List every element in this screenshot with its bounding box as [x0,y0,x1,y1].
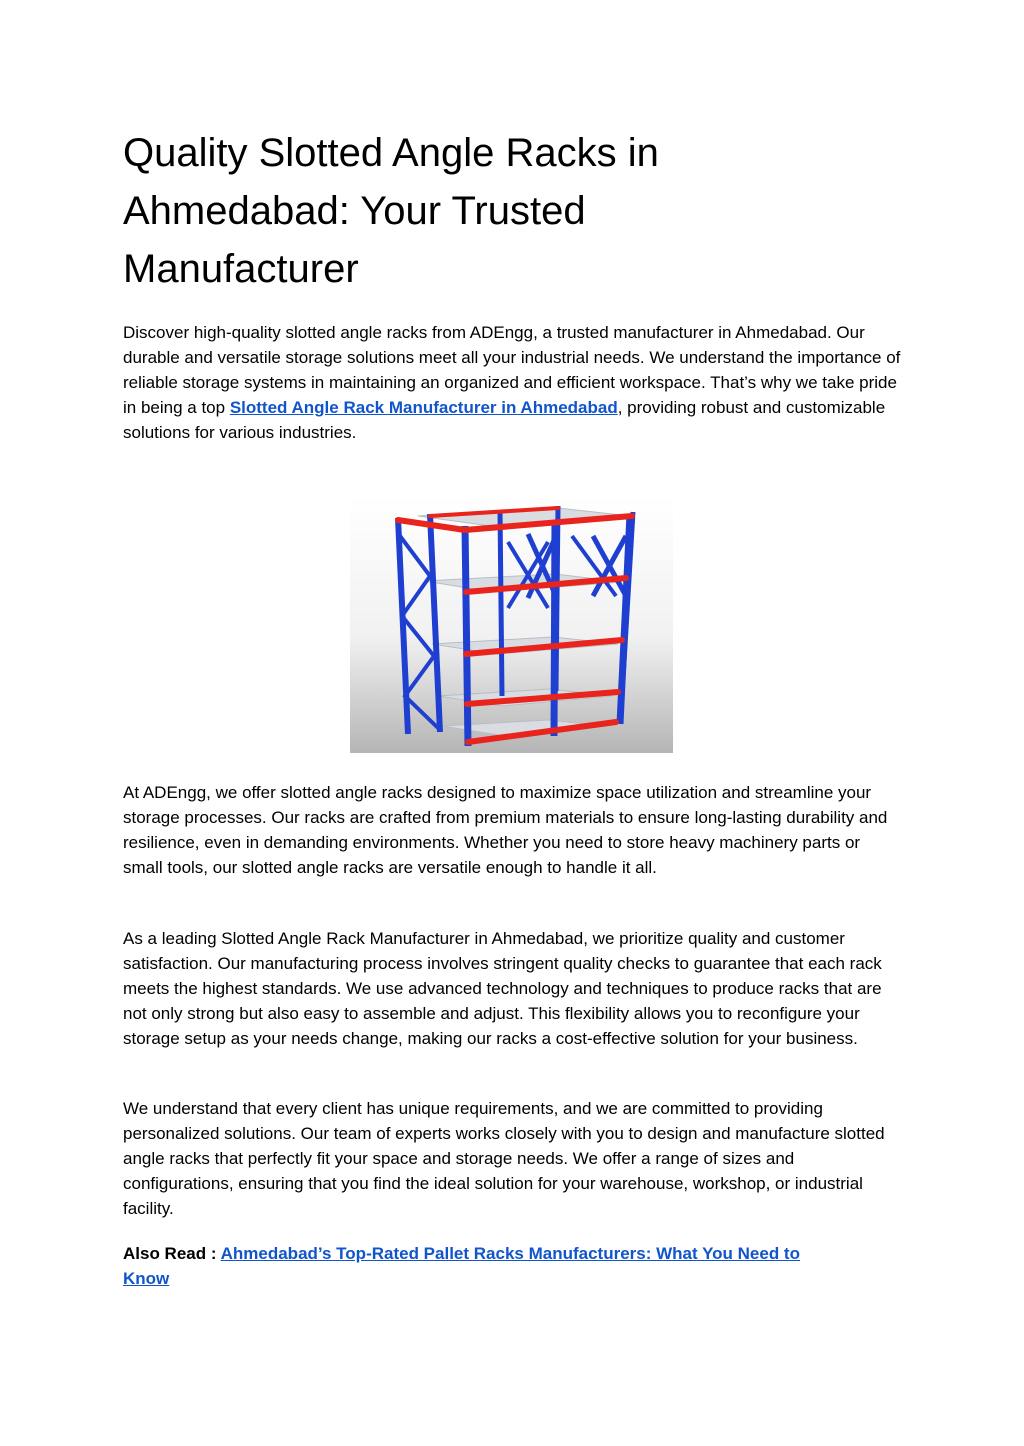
intro-text-after-link: , providing robust and customizable solutions for various industries. [123,398,886,442]
front-upright-left [465,526,468,746]
body-paragraph-4: We understand that every client has unique requirements, and we are committed to providing personalized solutions. Our team of experts works closely with you to design and manufacture slotted angle racks that perfectly fit your space and storage needs. We offer a range of sizes and configurations, ensuring that you find the ideal solution for your warehouse, workshop, or industrial facility. [123,1099,885,1218]
intro-paragraph [123,320,903,445]
also-read-paragraph [123,1241,823,1291]
front-upright-middle [554,520,555,736]
slotted-angle-rack-manufacturer-link[interactable]: Slotted Angle Rack Manufacturer in Ahmedabad [229,398,618,417]
also-read-link[interactable]: Ahmedabad’s Top-Rated Pallet Racks Manufacturers: What You Need to Know [123,1244,800,1288]
also-read-label: Also Read : [123,1244,221,1263]
rack-illustration [350,496,673,753]
body-paragraph-3: As a leading Slotted Angle Rack Manufacturer in Ahmedabad, we prioritize quality and customer satisfaction. Our manufacturing process involves stringent quality checks to guarantee that each rack meets the highest standards. We use advanced technology and techniques to produce racks that are not only strong but also easy to assemble and adjust. This flexibility allows you to reconfigure your storage setup as your needs change, making our racks a cost-effective solution for your business. [123,929,882,1048]
back-upright-middle [500,510,502,696]
page-title: Quality Slotted Angle Racks in Ahmedabad: Your Trusted Manufacturer [123,131,659,291]
intro-text-before-link: Discover high-quality slotted angle racks from ADEngg, a trusted manufacturer in Ahmedabad. Our durable and versatile storage solutions meet all your industrial needs. We understand the importance of reliable storage systems in maintaining an organized and efficient workspace. That’s why we take pride in being a top [123,323,901,417]
body-paragraph-2: At ADEngg, we offer slotted angle racks designed to maximize space utilization and streamline your storage processes. Our racks are crafted from premium materials to ensure long-lasting durability and resilience, even in demanding environments. Whether you need to store heavy machinery parts or small tools, our slotted angle racks are versatile enough to handle it all. [123,783,888,877]
slotted-angle-rack-image [350,496,673,753]
